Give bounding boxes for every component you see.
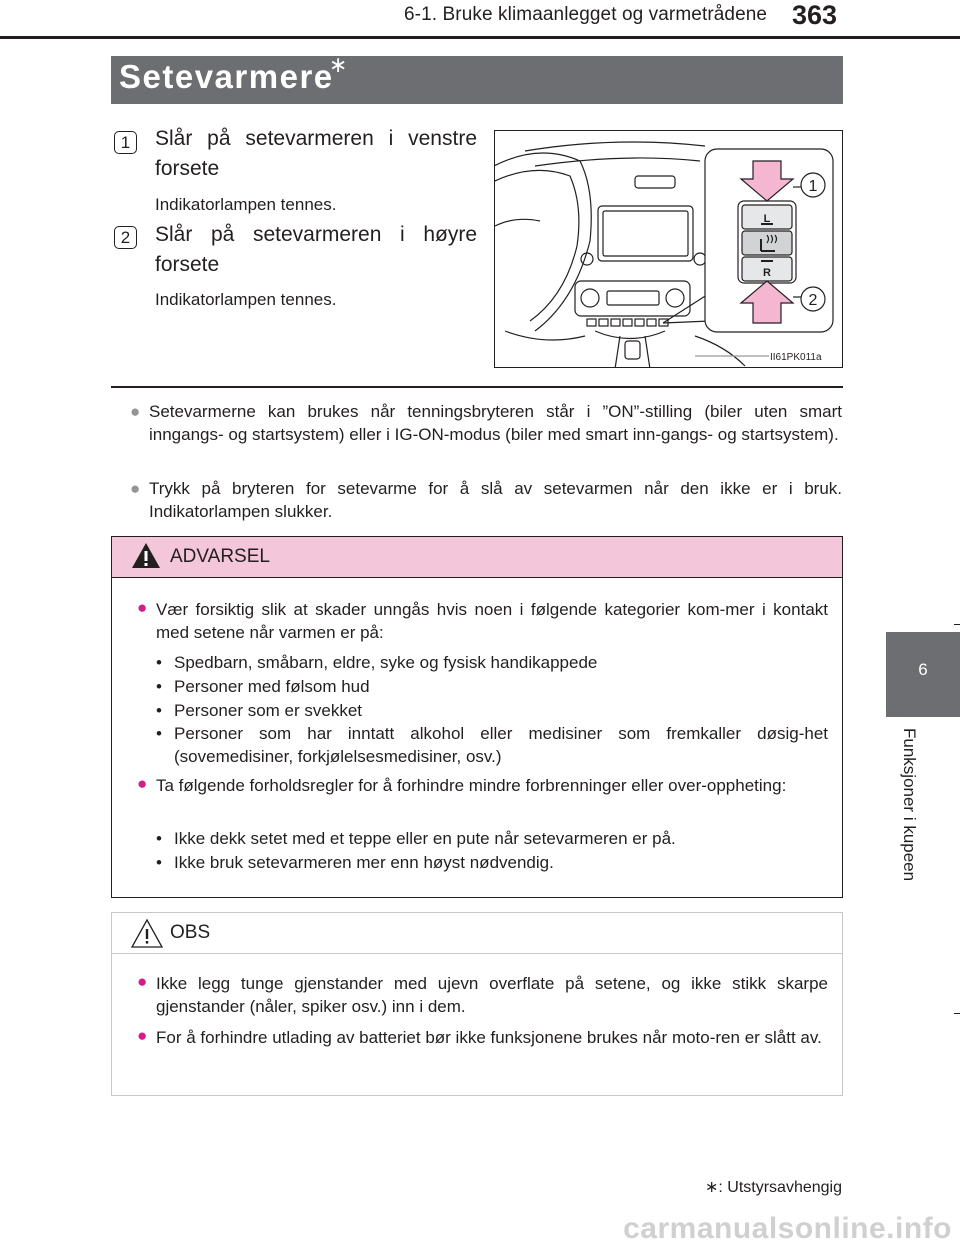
figure-code: II61PK011a — [770, 352, 822, 363]
warning-bullet-dot: ● — [137, 774, 148, 793]
step-2-text: Slår på setevarmeren i høyre — [155, 223, 477, 246]
step-1-text-line2: forsete — [155, 157, 220, 180]
step-number-1: 1 — [114, 131, 137, 154]
edge-tick — [954, 624, 960, 625]
bullet-dot: ● — [130, 479, 141, 498]
footnote: ∗: Utstyrsavhengig — [704, 1179, 842, 1196]
info-bullet-2-text: Trykk på bryteren for setevarme for å slå av setevarmen når den ikke er i bruk. Indikatorlampen slukker. — [149, 479, 842, 521]
warning-title: ADVARSEL — [170, 546, 270, 567]
callout-2: 2 — [808, 292, 818, 309]
chapter-number: 6 — [918, 660, 928, 679]
section-title: Setevarmere — [119, 58, 334, 95]
chapter-title-vertical — [893, 728, 919, 918]
warning-point-1: Vær forsiktig slik at skader unngås hvis noen i følgende kategorier kom-mer i kontakt med setene når varmen er på: — [156, 600, 828, 642]
edge-tick — [954, 1013, 960, 1014]
optional-equipment-marker: ∗ — [329, 52, 348, 77]
step-1-subtext: Indikatorlampen tennes. — [155, 195, 337, 214]
caution-triangle-icon — [130, 918, 164, 950]
running-header-section: 6-1. Bruke klimaanlegget og varmetrådene — [404, 4, 768, 25]
dashboard-illustration — [494, 130, 843, 368]
notice-header-divider — [112, 953, 842, 954]
step-2-text-line1 — [155, 220, 477, 250]
chapter-title: Funksjoner i kupeen — [900, 728, 919, 882]
info-bullet-1 — [130, 400, 842, 470]
section-divider — [111, 386, 843, 388]
notice-point-1: Ikke legg tunge gjenstander med ujevn overflate på setene, og ikke stikk skarpe gjenstander (nåler, spiker osv.) inn i dem. — [156, 974, 828, 1016]
warning-point-2: Ta følgende forholdsregler for å forhindre mindre forbrenninger eller over-oppheting: — [156, 776, 787, 795]
dashboard-drawing — [495, 131, 843, 368]
info-bullet-1-text: Setevarmerne kan brukes når tenningsbryteren står i ”ON”-stilling (biler uten smart inngangs- og startsystem) eller i IG-ON-modus (biler med smart inn-gangs- og startsystem). — [149, 402, 842, 444]
right-seat-button-label: R — [763, 267, 771, 279]
info-bullet-2 — [130, 477, 842, 523]
warning-bullet-dot: ● — [137, 598, 148, 617]
watermark: carmanualsonline.info — [623, 1212, 952, 1245]
header-rule — [0, 36, 960, 39]
step-number-2: 2 — [114, 226, 137, 249]
bullet-dot: ● — [130, 402, 141, 421]
left-seat-button-label: L — [763, 213, 771, 225]
callout-1: 1 — [808, 178, 818, 195]
step-1-text: Slår på setevarmeren i venstre — [155, 127, 477, 150]
notice-bullet-dot: ● — [137, 972, 148, 991]
step-2-subtext: Indikatorlampen tennes. — [155, 290, 337, 309]
notice-bullet-dot: ● — [137, 1026, 148, 1045]
notice-title: OBS — [170, 922, 211, 943]
warning-triangle-icon — [130, 541, 162, 571]
step-2-text-line2: forsete — [155, 253, 220, 276]
page-number: 363 — [792, 0, 838, 30]
notice-point-2: For å forhindre utlading av batteriet bør ikke funksjonene brukes når moto-ren er slått av. — [156, 1028, 822, 1047]
step-1-text-line1 — [155, 124, 477, 154]
